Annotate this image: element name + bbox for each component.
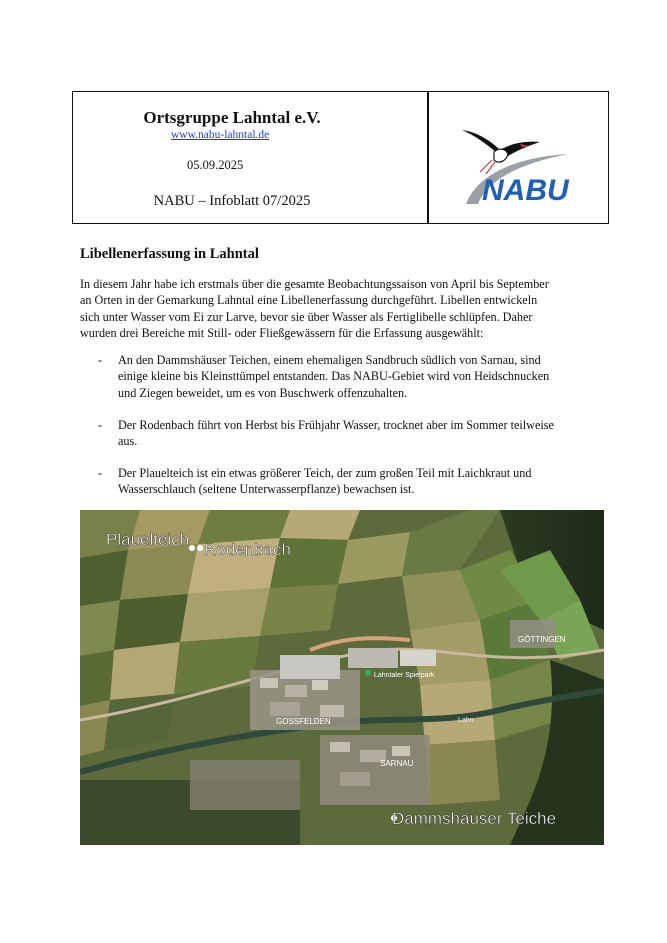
aerial-map-image — [80, 510, 604, 845]
intro-line: In diesem Jahr habe ich erstmals über die gesamte Beobachtungssaison von April bis September — [80, 277, 549, 291]
bullet-line: einige kleine bis Kleinsttümpel entstanden. Das NABU-Gebiet wird von Heidschnucken — [118, 369, 550, 384]
label-rodenbach — [197, 540, 291, 559]
header-box — [72, 91, 609, 224]
website-link[interactable]: www.nabu-lahntal.de — [171, 129, 270, 141]
rodenbach-label: Rodenbach — [204, 540, 291, 559]
goettingen-label: GÖTTINGEN — [518, 635, 566, 644]
bullet-dash: - — [98, 466, 103, 480]
bullet-line: aus. — [118, 434, 138, 449]
nabu-logo — [448, 122, 598, 212]
infoblatt-title: NABU – Infoblatt 07/2025 — [153, 193, 311, 209]
dammshaeuser-label: Dammshäuser Teiche — [392, 809, 557, 828]
stork-icon — [462, 130, 540, 174]
spielpark-label: Lahntaler Spielpark — [374, 672, 435, 679]
sarnau-label: SARNAU — [380, 759, 414, 768]
intro-paragraph — [80, 276, 605, 342]
label-dammshaeuser — [391, 809, 556, 828]
intro-line: sich unter Wasser vom Ei zur Larve, bevor sie über Wasser als Fertiglibelle schlüpfen. Daher — [80, 309, 533, 324]
bullet-dash: - — [98, 418, 103, 432]
park-marker-icon — [365, 670, 371, 676]
location-marker-icon — [189, 545, 195, 551]
town-sarnau — [320, 735, 430, 805]
lahn-label: Lahn — [458, 717, 474, 724]
org-title: Ortsgruppe Lahntal e.V. — [143, 108, 321, 127]
bullet-line: und Ziegen beweidet, um es von Buschwerk offenzuhalten. — [118, 385, 408, 400]
bullet-line: Wasserschlauch (seltene Unterwasserpflanze) bewachsen ist. — [118, 482, 415, 497]
logo-text: NABU — [482, 174, 569, 207]
intro-line: wurden drei Bereiche mit Still- oder Fließgewässern für die Erfassung ausgewählt: — [80, 326, 484, 341]
header-divider — [427, 92, 429, 223]
plauelteich-label: Plauelteich — [106, 530, 190, 549]
bullet-line: Der Rodenbach führt von Herbst bis Frühjahr Wasser, trocknet aber im Sommer teilweise — [118, 418, 554, 432]
bullet-line: Der Plauelteich ist ein etwas größerer Teich, der zum großen Teil mit Laichkraut und — [118, 466, 532, 480]
bullet-dash: - — [98, 353, 103, 367]
intro-line: an Orten in der Gemarkung Lahntal eine Libellenerfassung durchgeführt. Libellen entwickeln — [80, 293, 538, 308]
bullet-line: An den Dammshäuser Teichen, einem ehemaligen Sandbruch südlich von Sarnau, sind — [118, 353, 541, 367]
label-plauelteich — [106, 530, 195, 551]
aerial-map — [80, 510, 604, 845]
location-marker-icon — [197, 545, 203, 551]
issue-date: 05.09.2025 — [187, 158, 244, 172]
gossfelden-label: GOSSFELDEN — [276, 717, 331, 726]
article-title: Libellenerfassung in Lahntal — [80, 246, 259, 262]
